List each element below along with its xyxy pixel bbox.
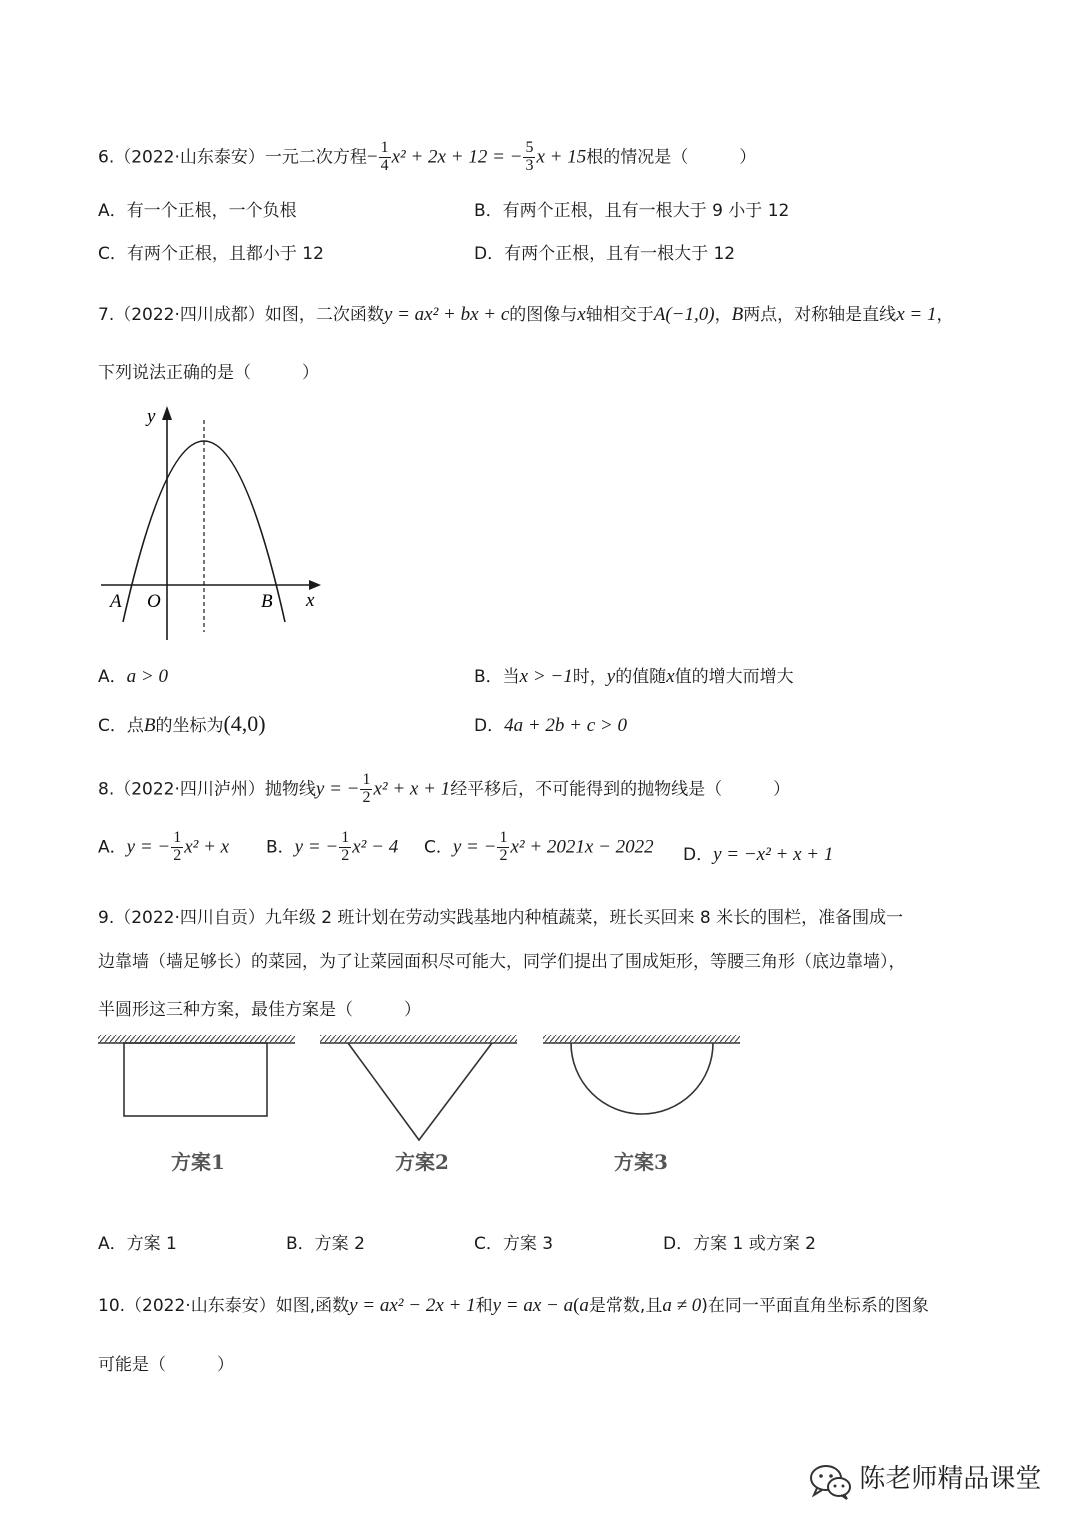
point-a-label: A <box>110 591 122 612</box>
watermark <box>808 1458 1041 1502</box>
plan3-semicircle <box>571 1043 713 1114</box>
x-axis-label: x <box>306 590 315 611</box>
plan1-wall <box>98 1035 295 1043</box>
q7-option-c: C．点B的坐标为(4,0) <box>98 711 266 736</box>
q8-option-b: B．y = − $\frac{1}{2}$ x² − 4 <box>266 829 399 864</box>
q10-stem-line2: 可能是（ ） <box>98 1355 234 1375</box>
q6-frac-right: $\frac{5}{3}$ <box>525 139 534 174</box>
q9-option-b: B．方案 2 <box>286 1234 365 1254</box>
q8-stem: 8.（2022·四川泸州）抛物线y = − $\frac{1}{2}$ x² + x + 1经平移后，不可能得到的抛物线是（ ） <box>98 771 791 806</box>
q7-option-a: A．a > 0 <box>98 666 168 687</box>
x-axis-arrow <box>309 580 321 590</box>
wechat-icon <box>808 1462 854 1502</box>
plan1-label: 方案1 <box>171 1150 225 1174</box>
q6-suffix: 根的情况是（ ） <box>586 147 757 168</box>
plan2-triangle <box>348 1043 492 1140</box>
q6-prefix: 6.（2022·山东泰安）一元二次方程 <box>98 147 367 168</box>
q9-stem-line1: 9.（2022·四川自贡）九年级 2 班计划在劳动实践基地内种植蔬菜，班长买回来 8 米长的围栏，准备围成一 <box>98 908 904 928</box>
y-axis-arrow <box>162 406 172 420</box>
point-b-label: B <box>261 591 273 612</box>
q6-stem: 6.（2022·山东泰安）一元二次方程− $\frac{1}{4}$ x² + 2x + 12 = − $\frac{5}{3}$ x + 15根的情况是（ ） <box>98 139 757 174</box>
plan2-wall <box>320 1035 517 1043</box>
origin-label: O <box>147 591 161 612</box>
q9-option-a: A．方案 1 <box>98 1234 177 1254</box>
q9-stem-line2: 边靠墙（墙足够长）的菜园，为了让菜园面积尽可能大，同学们提出了围成矩形，等腰三角形（底边靠墙）， <box>98 952 906 972</box>
q6-option-b: B．有两个正根，且有一根大于 9 小于 12 <box>474 201 790 221</box>
q9-stem-line3: 半圆形这三种方案，最佳方案是（ ） <box>98 1000 421 1020</box>
plan3-label: 方案3 <box>614 1150 668 1174</box>
q7-stem-line1: 7.（2022·四川成都）如图，二次函数y = ax² + bx + c的图像与x轴相交于A(−1,0)，B两点，对称轴是直线x = 1， <box>98 304 954 325</box>
q6-frac-left: $\frac{1}{4}$ <box>380 139 389 174</box>
q6-eq-end: x + 15 <box>536 146 587 168</box>
plan1-rectangle <box>124 1043 267 1116</box>
plan3-wall <box>543 1035 740 1043</box>
q8-option-c: C．y = − $\frac{1}{2}$ x² + 2021x − 2022 <box>424 829 654 864</box>
q8-option-d: D．y = −x² + x + 1 <box>683 844 834 865</box>
q9-option-d: D．方案 1 或方案 2 <box>663 1234 816 1254</box>
y-axis-label: y <box>147 406 156 427</box>
q10-stem-line1: 10.（2022·山东泰安）如图,函数y = ax² − 2x + 1和y = ax − a(a是常数,且a ≠ 0)在同一平面直角坐标系的图象 <box>98 1295 929 1316</box>
q6-eq-mid: x² + 2x + 12 = − <box>391 146 523 168</box>
q9-option-c: C．方案 3 <box>474 1234 554 1254</box>
watermark-text: 陈老师精品课堂 <box>859 1464 1042 1494</box>
q6-option-d: D．有两个正根，且有一根大于 12 <box>474 244 736 264</box>
q6-option-c: C．有两个正根，且都小于 12 <box>98 244 324 264</box>
q6-option-a: A．有一个正根，一个负根 <box>98 201 297 221</box>
q7-option-d: D．4a + 2b + c > 0 <box>474 715 627 736</box>
q9-plans-figure <box>95 1030 745 1150</box>
q8-option-a: A．y = − $\frac{1}{2}$ x² + x <box>98 829 230 864</box>
q7-stem-line2: 下列说法正确的是（ ） <box>98 363 319 383</box>
q7-parabola-graph <box>95 400 335 645</box>
plan2-label: 方案2 <box>395 1150 449 1174</box>
q7-option-b: B．当x > −1时，y的值随x值的增大而增大 <box>474 666 794 687</box>
